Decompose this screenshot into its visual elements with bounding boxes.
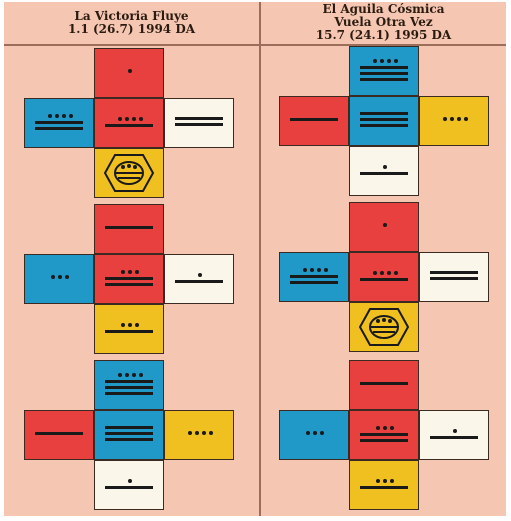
glyph-bar bbox=[360, 433, 408, 436]
glyph-dot bbox=[383, 223, 387, 227]
glyph-bar bbox=[430, 277, 478, 280]
left-1-left-cell bbox=[24, 98, 94, 148]
left-2-top-cell bbox=[94, 204, 164, 254]
glyph-dot bbox=[209, 431, 213, 435]
right-1-top-cell bbox=[349, 46, 419, 96]
glyph-bar bbox=[290, 281, 338, 284]
glyph-dot bbox=[394, 271, 398, 275]
right-title-line1: El Aguila Cósmica bbox=[322, 2, 445, 16]
glyph-bar bbox=[175, 280, 223, 283]
glyph-bar bbox=[35, 127, 83, 130]
glyph-bar bbox=[105, 392, 153, 395]
glyph-bar bbox=[360, 66, 408, 69]
glyph-dot bbox=[380, 271, 384, 275]
glyph-bar bbox=[105, 277, 153, 280]
glyph-dot bbox=[464, 117, 468, 121]
glyph-bar bbox=[360, 78, 408, 81]
right-1-right-cell bbox=[419, 96, 489, 146]
right-3-top-cell bbox=[349, 360, 419, 410]
shell-zero-icon bbox=[95, 149, 163, 197]
shell-zero-icon bbox=[350, 303, 418, 351]
glyph-dot bbox=[320, 431, 324, 435]
glyph-dot bbox=[383, 426, 387, 430]
glyph-bar bbox=[430, 436, 478, 439]
glyph-bar bbox=[430, 271, 478, 274]
header-divider bbox=[4, 44, 506, 46]
glyph-bar bbox=[360, 172, 408, 175]
right-2-right-cell bbox=[419, 252, 489, 302]
glyph-bar bbox=[105, 486, 153, 489]
glyph-dot bbox=[373, 59, 377, 63]
glyph-dot bbox=[128, 270, 132, 274]
left-3-bottom-cell bbox=[94, 460, 164, 510]
right-2-top-cell bbox=[349, 202, 419, 252]
glyph-bar bbox=[175, 117, 223, 120]
left-2-left-cell bbox=[24, 254, 94, 304]
glyph-bar bbox=[105, 432, 153, 435]
right-3-right-cell bbox=[419, 410, 489, 460]
glyph-bar bbox=[360, 382, 408, 385]
glyph-dot bbox=[383, 479, 387, 483]
glyph-dot bbox=[132, 373, 136, 377]
glyph-dot bbox=[387, 271, 391, 275]
glyph-dot bbox=[373, 271, 377, 275]
glyph-bar bbox=[105, 438, 153, 441]
glyph-dot bbox=[135, 270, 139, 274]
glyph-dot bbox=[390, 479, 394, 483]
glyph-bar bbox=[105, 124, 153, 127]
glyph-dot bbox=[443, 117, 447, 121]
glyph-dot bbox=[121, 323, 125, 327]
glyph-bar bbox=[360, 112, 408, 115]
glyph-dot bbox=[62, 114, 66, 118]
glyph-dot bbox=[51, 275, 55, 279]
glyph-bar bbox=[105, 226, 153, 229]
glyph-dot bbox=[188, 431, 192, 435]
left-title-line2: 1.1 (26.7) 1994 DA bbox=[67, 22, 196, 36]
glyph-bar bbox=[290, 275, 338, 278]
glyph-dot bbox=[387, 59, 391, 63]
right-title-line2: Vuela Otra Vez bbox=[334, 15, 433, 29]
right-3-left-cell bbox=[279, 410, 349, 460]
left-1-top-cell bbox=[94, 48, 164, 98]
glyph-dot bbox=[376, 426, 380, 430]
glyph-bar bbox=[105, 330, 153, 333]
glyph-dot bbox=[313, 431, 317, 435]
glyph-dot bbox=[125, 117, 129, 121]
right-1-center-cell bbox=[349, 96, 419, 146]
glyph-dot bbox=[310, 268, 314, 272]
glyph-dot bbox=[48, 114, 52, 118]
glyph-dot bbox=[380, 59, 384, 63]
glyph-bar bbox=[35, 121, 83, 124]
glyph-bar bbox=[360, 439, 408, 442]
glyph-dot bbox=[317, 268, 321, 272]
glyph-dot bbox=[202, 431, 206, 435]
glyph-dot bbox=[453, 429, 457, 433]
right-1-bottom-cell bbox=[349, 146, 419, 196]
glyph-bar bbox=[175, 123, 223, 126]
glyph-bar bbox=[35, 432, 83, 435]
glyph-bar bbox=[105, 386, 153, 389]
glyph-dot bbox=[121, 270, 125, 274]
glyph-dot bbox=[139, 373, 143, 377]
glyph-dot bbox=[128, 323, 132, 327]
glyph-dot bbox=[450, 117, 454, 121]
glyph-bar bbox=[360, 124, 408, 127]
right-title-line3: 15.7 (24.1) 1995 DA bbox=[315, 28, 452, 42]
glyph-dot bbox=[118, 117, 122, 121]
right-3-center-cell bbox=[349, 410, 419, 460]
glyph-dot bbox=[125, 373, 129, 377]
right-3-bottom-cell bbox=[349, 460, 419, 510]
glyph-bar bbox=[105, 283, 153, 286]
left-1-right-cell bbox=[164, 98, 234, 148]
glyph-dot bbox=[132, 117, 136, 121]
glyph-bar bbox=[105, 380, 153, 383]
glyph-dot bbox=[128, 479, 132, 483]
left-3-left-cell bbox=[24, 410, 94, 460]
left-3-right-cell bbox=[164, 410, 234, 460]
board-panel bbox=[4, 2, 506, 516]
glyph-dot bbox=[195, 431, 199, 435]
glyph-dot bbox=[135, 323, 139, 327]
left-1-bottom-cell bbox=[94, 148, 164, 198]
glyph-dot bbox=[139, 117, 143, 121]
glyph-dot bbox=[390, 426, 394, 430]
glyph-dot bbox=[394, 59, 398, 63]
glyph-dot bbox=[324, 268, 328, 272]
glyph-dot bbox=[457, 117, 461, 121]
left-2-right-cell bbox=[164, 254, 234, 304]
glyph-bar bbox=[360, 486, 408, 489]
left-3-center-cell bbox=[94, 410, 164, 460]
glyph-dot bbox=[118, 373, 122, 377]
right-2-center-cell bbox=[349, 252, 419, 302]
glyph-dot bbox=[303, 268, 307, 272]
left-title bbox=[4, 10, 259, 36]
glyph-bar bbox=[105, 426, 153, 429]
right-2-left-cell bbox=[279, 252, 349, 302]
left-1-center-cell bbox=[94, 98, 164, 148]
left-2-bottom-cell bbox=[94, 304, 164, 354]
left-title-line1: La Victoria Fluye bbox=[74, 9, 189, 23]
glyph-dot bbox=[198, 273, 202, 277]
glyph-dot bbox=[128, 69, 132, 73]
glyph-dot bbox=[55, 114, 59, 118]
left-3-top-cell bbox=[94, 360, 164, 410]
right-title bbox=[261, 3, 506, 42]
glyph-dot bbox=[65, 275, 69, 279]
glyph-dot bbox=[69, 114, 73, 118]
glyph-dot bbox=[58, 275, 62, 279]
glyph-dot bbox=[383, 165, 387, 169]
column-divider bbox=[259, 2, 261, 516]
right-2-bottom-cell bbox=[349, 302, 419, 352]
glyph-dot bbox=[306, 431, 310, 435]
glyph-dot bbox=[376, 479, 380, 483]
glyph-bar bbox=[360, 72, 408, 75]
right-1-left-cell bbox=[279, 96, 349, 146]
glyph-bar bbox=[360, 118, 408, 121]
glyph-bar bbox=[360, 278, 408, 281]
glyph-bar bbox=[290, 118, 338, 121]
left-2-center-cell bbox=[94, 254, 164, 304]
